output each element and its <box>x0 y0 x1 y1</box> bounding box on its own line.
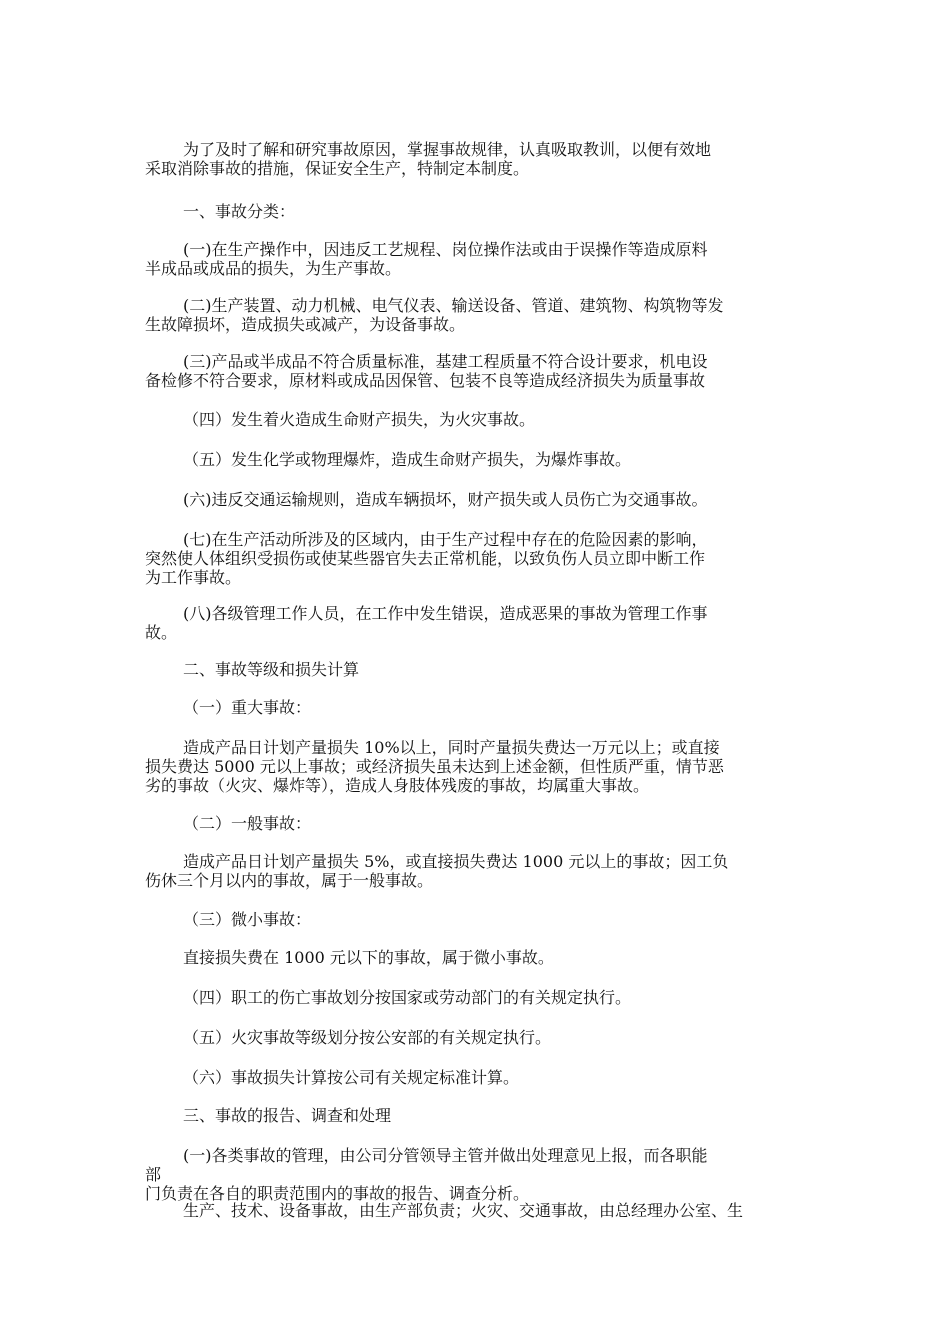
text-line: 直接损失费在 1000 元以下的事故，属于微小事故。 <box>183 948 554 967</box>
paragraph-intro <box>145 140 810 178</box>
section-heading-classification <box>145 202 810 221</box>
text-line: （五）发生化学或物理爆炸，造成生命财产损失，为爆炸事故。 <box>183 450 632 469</box>
paragraph-fire-accident <box>145 410 810 429</box>
text-line: 为工作事故。 <box>145 568 242 587</box>
text-line: 造成产品日计划产量损失 5%，或直接损失费达 1000 元以上的事故；因工负 <box>183 852 729 871</box>
text-line: （一）重大事故： <box>183 698 312 717</box>
text-line: 伤休三个月以内的事故，属于一般事故。 <box>145 871 434 890</box>
paragraph-minor-accident <box>145 948 810 967</box>
text-line: 门负责在各自的职责范围内的事故的报告、调查分析。 <box>145 1184 530 1203</box>
text-line: (八)各级管理工作人员，在工作中发生错误，造成恶果的事故为管理工作事 <box>183 604 708 623</box>
text-line: （五）火灾事故等级划分按公安部的有关规定执行。 <box>183 1028 552 1047</box>
text-line: 劣的事故（火灾、爆炸等），造成人身肢体残废的事故，均属重大事故。 <box>145 776 650 795</box>
text-line: 造成产品日计划产量损失 10%以上，同时产量损失费达一万元以上；或直接 <box>183 738 720 757</box>
text-line: 生产、技术、设备事故，由生产部负责；火灾、交通事故，由总经理办公室、生 <box>183 1201 744 1220</box>
text-line: 二、事故等级和损失计算 <box>183 660 360 679</box>
paragraph-production-accident <box>145 240 810 278</box>
text-line: （四）发生着火造成生命财产损失，为火灾事故。 <box>183 410 536 429</box>
text-line: 部 <box>145 1165 162 1184</box>
paragraph-explosion-accident <box>145 450 810 469</box>
text-line: 生故障损坏，造成损失或减产，为设备事故。 <box>145 315 466 334</box>
text-line: (三)产品或半成品不符合质量标准，基建工程质量不符合设计要求，机电设 <box>183 352 708 371</box>
paragraph-equipment-accident <box>145 296 810 334</box>
paragraph-management-responsibility <box>145 1146 810 1203</box>
text-line: 突然使人体组织受损伤或使某些器官失去正常机能，以致负伤人员立即中断工作 <box>145 549 706 568</box>
text-line: 一、事故分类： <box>183 202 296 221</box>
paragraph-management-accident <box>145 604 810 642</box>
section-heading-reporting <box>145 1106 810 1125</box>
text-line: （二）一般事故： <box>183 814 312 833</box>
text-line: （六）事故损失计算按公司有关规定标准计算。 <box>183 1068 520 1087</box>
paragraph-department-responsibility <box>145 1201 810 1220</box>
text-line: （三）微小事故： <box>183 910 312 929</box>
text-line: (六)违反交通运输规则，造成车辆损坏，财产损失或人员伤亡为交通事故。 <box>183 490 708 509</box>
paragraph-quality-accident <box>145 352 810 390</box>
text-line: 备检修不符合要求，原材料或成品因保管、包装不良等造成经济损失为质量事故 <box>145 371 706 390</box>
paragraph-casualty-rules <box>145 988 810 1007</box>
text-line: (二)生产装置、动力机械、电气仪表、输送设备、管道、建筑物、构筑物等发 <box>183 296 724 315</box>
subheading-major-accident <box>145 698 810 717</box>
text-line: （四）职工的伤亡事故划分按国家或劳动部门的有关规定执行。 <box>183 988 632 1007</box>
text-line: 三、事故的报告、调查和处理 <box>183 1106 392 1125</box>
text-line: 采取消除事故的措施，保证安全生产，特制定本制度。 <box>145 159 530 178</box>
text-line: 半成品或成品的损失，为生产事故。 <box>145 259 402 278</box>
text-line: (一)各类事故的管理，由公司分管领导主管并做出处理意见上报，而各职能 <box>183 1146 708 1165</box>
paragraph-work-accident <box>145 530 810 587</box>
paragraph-traffic-accident <box>145 490 810 509</box>
text-line: 故。 <box>145 623 178 642</box>
paragraph-loss-calculation <box>145 1068 810 1087</box>
text-line: (七)在生产活动所涉及的区域内，由于生产过程中存在的危险因素的影响， <box>183 530 708 549</box>
section-heading-grades <box>145 660 810 679</box>
subheading-general-accident <box>145 814 810 833</box>
text-line: 为了及时了解和研究事故原因，掌握事故规律，认真吸取教训，以便有效地 <box>183 140 712 159</box>
text-line: (一)在生产操作中，因违反工艺规程、岗位操作法或由于误操作等造成原料 <box>183 240 708 259</box>
text-line: 损失费达 5000 元以上事故；或经济损失虽未达到上述金额，但性质严重，情节恶 <box>145 757 724 776</box>
paragraph-major-accident <box>145 738 810 795</box>
paragraph-general-accident <box>145 852 810 890</box>
paragraph-fire-rules <box>145 1028 810 1047</box>
subheading-minor-accident <box>145 910 810 929</box>
